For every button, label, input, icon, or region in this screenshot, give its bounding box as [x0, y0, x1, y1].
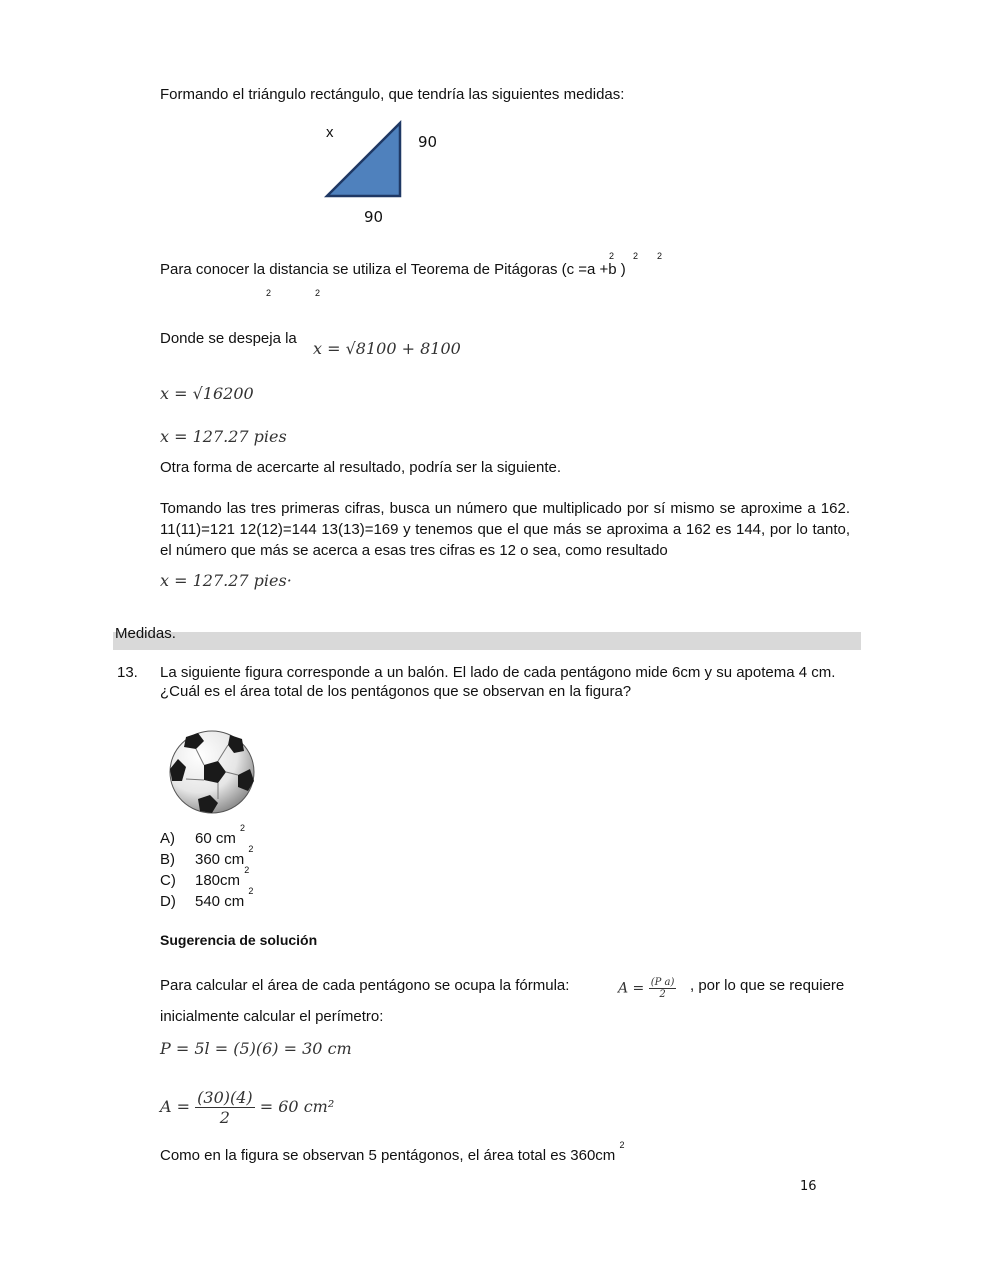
option-b-label: B) — [160, 851, 175, 868]
pythagoras-sup-5: 2 — [315, 288, 321, 298]
conclusion-text — [160, 1140, 625, 1164]
conclusion-body: Como en la figura se observan 5 pentágonos, el área total es 360cm — [160, 1147, 616, 1164]
option-d-label: D) — [160, 893, 176, 910]
section-band — [113, 632, 861, 650]
equation-area-num: (30)(4) — [197, 1088, 253, 1107]
option-a-value: 60 cm — [195, 830, 236, 847]
section-title: Medidas. — [115, 625, 176, 642]
option-a-sup: 2 — [240, 823, 246, 833]
solution-text-b: , por lo que se requiere — [690, 977, 845, 994]
option-b — [160, 844, 254, 868]
equation-area-den: 2 — [219, 1108, 230, 1127]
option-b-sup: 2 — [248, 844, 254, 854]
triangle-label-base: 90 — [364, 208, 384, 226]
question-number: 13. — [117, 664, 138, 681]
solution-title: Sugerencia de solución — [160, 932, 318, 948]
equation-result: x = 127.27 pies — [160, 427, 287, 446]
pythagoras-sup-4: 2 — [266, 288, 272, 298]
formula-despeja: x = √8100 + 8100 — [313, 339, 461, 358]
formula-area-den: 2 — [659, 989, 666, 1000]
formula-area-lhs: A = — [618, 980, 645, 997]
pythagoras-sup-2: 2 — [633, 251, 639, 261]
pythagoras-text: Para conocer la distancia se utiliza el Teorema de Pitágoras (c =a +b ) — [160, 261, 626, 278]
equation-sqrt: x = √16200 — [160, 384, 254, 403]
option-c-label: C) — [160, 872, 176, 889]
solution-text-a: Para calcular el área de cada pentágono se ocupa la fórmula: — [160, 977, 570, 994]
equation-area-rhs: = 60 cm² — [259, 1097, 335, 1116]
option-c-value: 180cm — [195, 872, 241, 889]
alt-body-paragraph: Tomando las tres primeras cifras, busca un número que multiplicado por sí mismo se aproxime a 162. 11(11)=121 12(12)=144 13(13)=169 y tenemos que el que más se aproxima a 162 es 144, por lo tanto, el número que más se acerca a esas tres cifras es 12 o sea, como resultado — [160, 500, 850, 559]
conclusion-sup: 2 — [619, 1140, 625, 1150]
option-d-sup: 2 — [248, 886, 254, 896]
option-a-label: A) — [160, 830, 175, 847]
option-d — [160, 886, 254, 910]
despeja-text: Donde se despeja la — [160, 330, 297, 347]
option-d-value: 540 cm — [195, 893, 245, 910]
solution-text-c: inicialmente calcular el perímetro: — [160, 1008, 384, 1025]
question-text: La siguiente figura corresponde a un balón. El lado de cada pentágono mide 6cm y su apotema 4 cm. ¿Cuál es el área total de los pentágonos que se observan en la figura? — [160, 664, 836, 700]
equation-area — [160, 1088, 334, 1127]
formula-area-num: (P a) — [650, 977, 675, 988]
triangle-shape — [327, 123, 400, 196]
intro-text: Formando el triángulo rectángulo, que tendría las siguientes medidas: — [160, 86, 625, 103]
equation-area-lhs: A = — [160, 1097, 191, 1116]
option-b-value: 360 cm — [195, 851, 245, 868]
soccer-ball-image — [168, 729, 256, 815]
equation-perimeter: P = 5l = (5)(6) = 30 cm — [160, 1039, 352, 1058]
alt-intro-text: Otra forma de acercarte al resultado, podría ser la siguiente. — [160, 459, 562, 476]
equation-result-2: x = 127.27 pies· — [160, 571, 292, 590]
option-c-sup: 2 — [244, 865, 250, 875]
triangle-label-x: x — [326, 124, 334, 141]
pythagoras-sup-3: 2 — [657, 251, 663, 261]
option-a — [160, 823, 246, 847]
triangle-label-side: 90 — [418, 133, 438, 151]
page-number: 16 — [800, 1179, 817, 1194]
pythagoras-sup-1: 2 — [609, 251, 615, 261]
formula-area-general — [618, 977, 676, 1000]
option-c — [160, 865, 250, 889]
